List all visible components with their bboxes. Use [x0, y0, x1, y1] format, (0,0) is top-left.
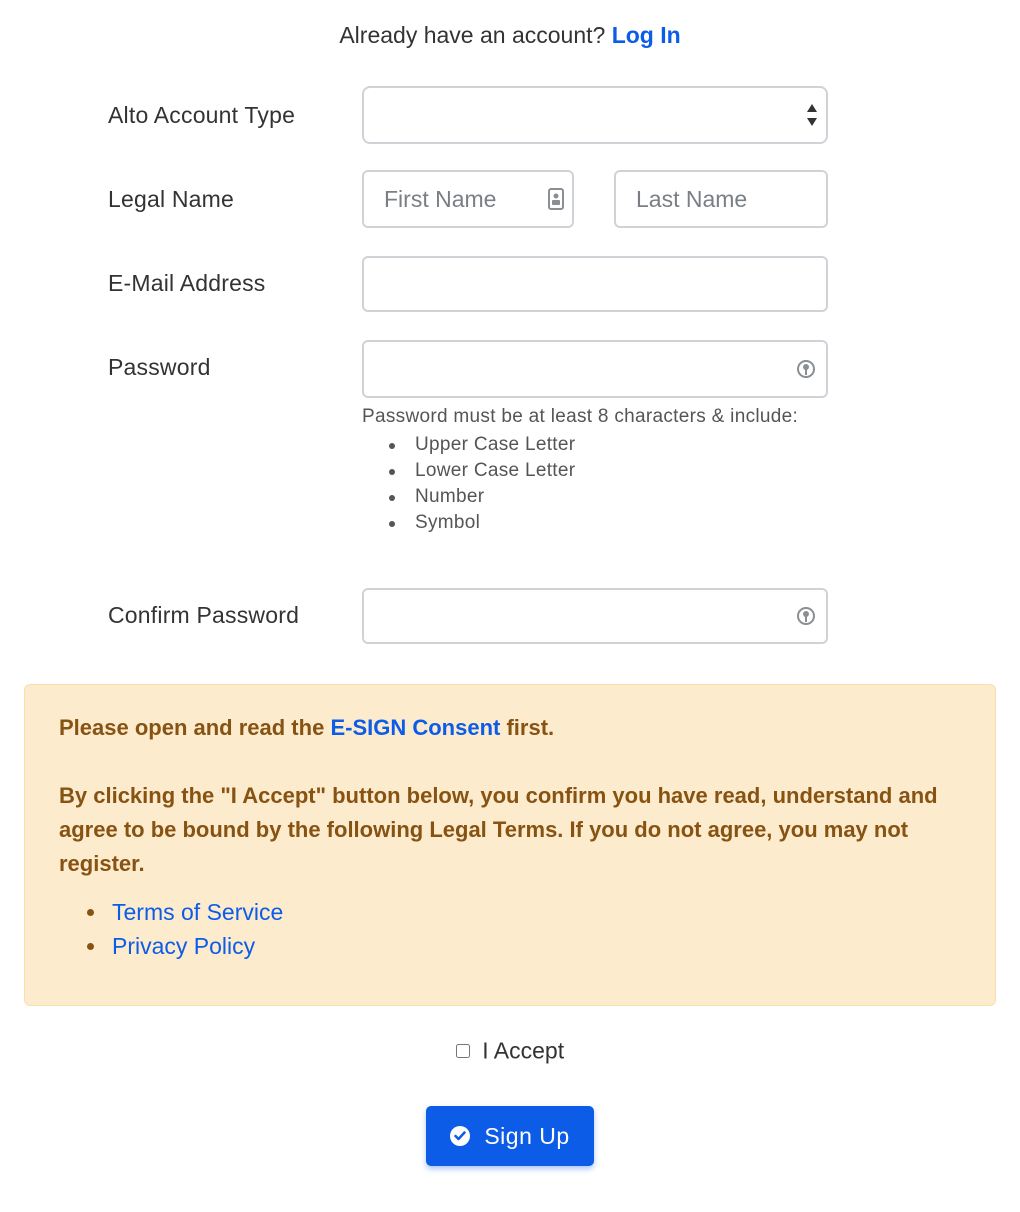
- password-key-icon: [796, 358, 816, 380]
- login-link[interactable]: Log In: [611, 22, 681, 48]
- sign-up-button[interactable]: [426, 1106, 594, 1166]
- password-label: Password: [108, 354, 211, 380]
- first-name-input[interactable]: [362, 170, 574, 228]
- password-rule-item: Symbol: [415, 510, 798, 536]
- select-arrows-icon: [806, 102, 818, 128]
- accept-checkbox[interactable]: [456, 1044, 470, 1058]
- privacy-policy-link[interactable]: Privacy Policy: [112, 933, 256, 959]
- consent-alert: [24, 684, 996, 1006]
- password-key-icon: [796, 605, 816, 627]
- esign-intro-after: first.: [506, 715, 555, 740]
- login-prompt: [0, 22, 1020, 49]
- legal-terms-item: [112, 895, 961, 929]
- confirm-password-label: Confirm Password: [108, 602, 300, 628]
- last-name-input[interactable]: [614, 170, 828, 228]
- confirm-password-input[interactable]: [362, 588, 828, 644]
- sign-up-label: Sign Up: [484, 1122, 570, 1149]
- esign-consent-link[interactable]: E-SIGN Consent: [330, 715, 501, 740]
- password-rule-item: Upper Case Letter: [415, 432, 798, 458]
- accept-row: [0, 1036, 1020, 1064]
- password-input[interactable]: [362, 340, 828, 398]
- password-rules-intro: Password must be at least 8 characters & include:: [362, 406, 799, 427]
- password-rule-item: Lower Case Letter: [415, 458, 798, 484]
- legal-name-label: Legal Name: [108, 186, 235, 212]
- account-type-label: Alto Account Type: [108, 102, 296, 128]
- agreement-text: By clicking the "I Accept" button below, you confirm you have read, understand and agree to be bound by the following Legal Terms. If you do not agree, you may not register.: [59, 783, 938, 876]
- password-rules-list: [362, 432, 798, 536]
- legal-terms-item: [112, 929, 961, 963]
- email-label: E-Mail Address: [108, 270, 266, 296]
- login-prompt-text: Already have an account?: [339, 22, 606, 48]
- accept-label[interactable]: I Accept: [482, 1037, 565, 1064]
- password-rule-item: Number: [415, 484, 798, 510]
- email-input[interactable]: [362, 256, 828, 312]
- terms-of-service-link[interactable]: Terms of Service: [112, 899, 284, 925]
- password-rules: [362, 406, 798, 536]
- esign-intro: [59, 711, 961, 745]
- esign-intro-before: Please open and read the: [59, 715, 325, 740]
- contact-card-icon: [546, 188, 566, 210]
- account-type-select[interactable]: [362, 86, 828, 144]
- legal-terms-list: [59, 895, 961, 963]
- check-circle-icon: [450, 1126, 470, 1146]
